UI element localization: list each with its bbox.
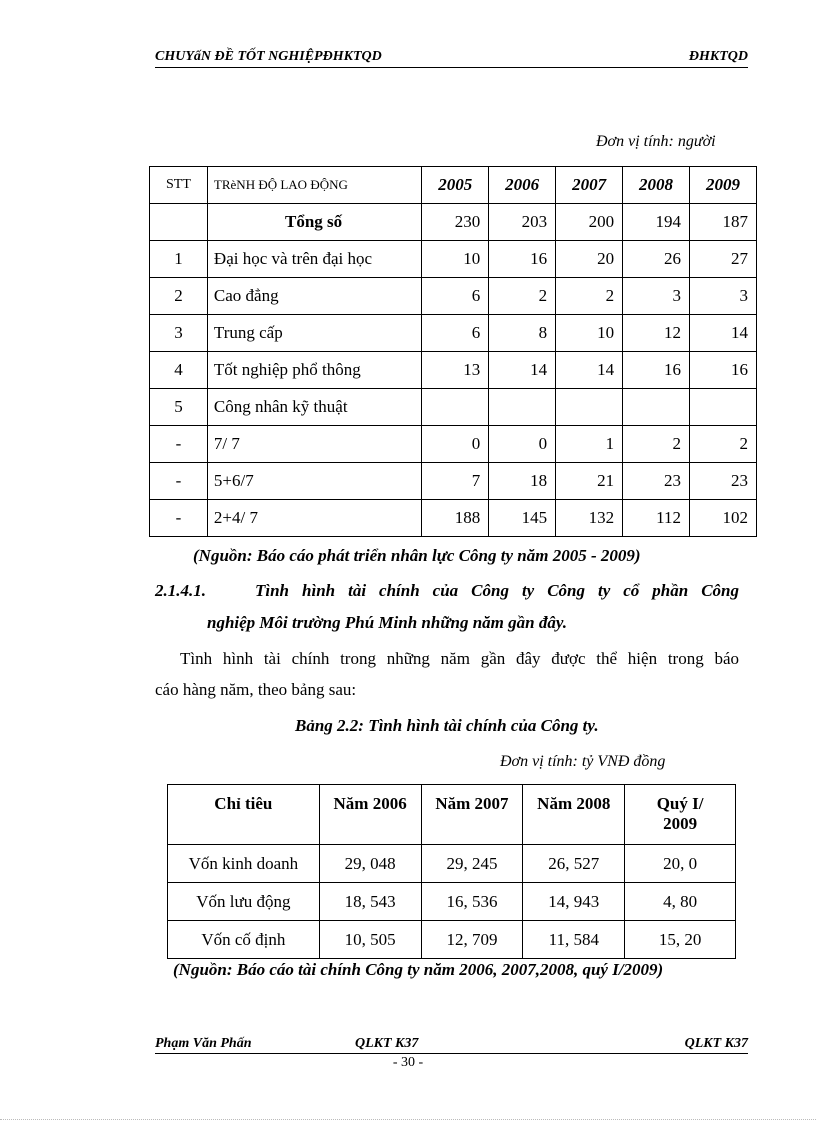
table-row xyxy=(150,204,757,241)
paragraph-line2: cáo hàng năm, theo bảng sau: xyxy=(155,680,357,699)
col-header-year: 2008 xyxy=(623,167,690,204)
row-name: Vốn kinh doanh xyxy=(168,845,320,883)
page-edge-divider xyxy=(0,1119,816,1120)
col-header-quarter-line2: 2009 xyxy=(663,814,698,833)
table2-caption: Bảng 2.2: Tình hình tài chính của Công ty. xyxy=(295,716,599,735)
cell-value: 230 xyxy=(422,204,489,241)
cell-value: 3 xyxy=(689,278,756,315)
footer-class-mid: QLKT K37 xyxy=(355,1036,419,1051)
row-name: Trung cấp xyxy=(207,315,421,352)
cell-value: 27 xyxy=(689,241,756,278)
table-row xyxy=(150,352,757,389)
cell-value: 14 xyxy=(556,352,623,389)
row-name: Vốn cố định xyxy=(168,921,320,959)
table-row xyxy=(150,278,757,315)
col-header-stt: STT xyxy=(150,167,208,204)
cell-value: 4, 80 xyxy=(625,883,736,921)
cell-value: 1 xyxy=(556,426,623,463)
section-number: 2.1.4.1. xyxy=(155,581,206,600)
row-stt: 3 xyxy=(150,315,208,352)
table-row xyxy=(150,426,757,463)
col-header-year: Năm 2007 xyxy=(421,785,523,845)
cell-value: 18 xyxy=(489,463,556,500)
table-row xyxy=(168,845,736,883)
cell-value: 132 xyxy=(556,500,623,537)
paragraph-line1: Tình hình tài chính trong những năm gần đây được thể hiện trong báo xyxy=(180,649,739,668)
cell-value: 23 xyxy=(689,463,756,500)
row-stt: 1 xyxy=(150,241,208,278)
cell-value: 21 xyxy=(556,463,623,500)
cell-value: 203 xyxy=(489,204,556,241)
cell-value: 112 xyxy=(623,500,690,537)
row-name: Công nhân kỹ thuật xyxy=(207,389,421,426)
labor-table xyxy=(149,166,757,537)
cell-value: 2 xyxy=(689,426,756,463)
cell-value: 15, 20 xyxy=(625,921,736,959)
cell-value: 16 xyxy=(689,352,756,389)
page-number: - 30 - xyxy=(392,1055,424,1070)
cell-value: 16, 536 xyxy=(421,883,523,921)
cell-value: 20 xyxy=(556,241,623,278)
cell-value: 145 xyxy=(489,500,556,537)
finance-table xyxy=(167,784,736,959)
cell-value: 13 xyxy=(422,352,489,389)
table-row xyxy=(150,463,757,500)
cell-value: 8 xyxy=(489,315,556,352)
col-header-year: Năm 2006 xyxy=(319,785,421,845)
col-header-name: TRèNH ĐỘ LAO ĐỘNG xyxy=(207,167,421,204)
cell-value xyxy=(422,389,489,426)
col-header-year: 2005 xyxy=(422,167,489,204)
table2-unit: Đơn vị tính: tỷ VNĐ đồng xyxy=(500,753,666,770)
col-header-quarter xyxy=(625,785,736,845)
cell-value: 0 xyxy=(422,426,489,463)
cell-value: 26 xyxy=(623,241,690,278)
row-stt: 5 xyxy=(150,389,208,426)
cell-value: 3 xyxy=(623,278,690,315)
table-row xyxy=(168,921,736,959)
cell-value: 2 xyxy=(556,278,623,315)
row-stt: - xyxy=(150,500,208,537)
cell-value: 18, 543 xyxy=(319,883,421,921)
col-header-indicator: Chỉ tiêu xyxy=(168,785,320,845)
page-footer xyxy=(155,1036,748,1054)
section-title-line1: Tình hình tài chính của Công ty Công ty cổ phần Công xyxy=(255,581,739,600)
page-header xyxy=(155,47,748,68)
cell-value: 29, 048 xyxy=(319,845,421,883)
cell-value: 0 xyxy=(489,426,556,463)
cell-value: 23 xyxy=(623,463,690,500)
footer-author: Phạm Văn Phấn xyxy=(155,1036,252,1051)
col-header-year: 2007 xyxy=(556,167,623,204)
cell-value: 188 xyxy=(422,500,489,537)
col-header-year: Năm 2008 xyxy=(523,785,625,845)
row-stt xyxy=(150,204,208,241)
row-name: 7/ 7 xyxy=(207,426,421,463)
section-title-line2: nghiệp Môi trường Phú Minh những năm gần đây. xyxy=(207,613,568,632)
cell-value: 26, 527 xyxy=(523,845,625,883)
row-name: 5+6/7 xyxy=(207,463,421,500)
row-stt: - xyxy=(150,426,208,463)
cell-value: 2 xyxy=(623,426,690,463)
table-row xyxy=(150,500,757,537)
header-right-text: ĐHKTQD xyxy=(688,49,748,64)
header-left-text: CHUYấN ĐỀ TỐT NGHIỆPĐHKTQD xyxy=(155,49,382,64)
row-name: Vốn lưu động xyxy=(168,883,320,921)
col-header-quarter-line1: Quý I/ xyxy=(656,794,704,813)
row-name: Tổng số xyxy=(207,204,421,241)
cell-value: 12 xyxy=(623,315,690,352)
cell-value: 10 xyxy=(556,315,623,352)
row-name: Cao đẳng xyxy=(207,278,421,315)
table2-source: (Nguồn: Báo cáo tài chính Công ty năm 2006, 2007,2008, quý I/2009) xyxy=(173,960,664,979)
table-row xyxy=(150,389,757,426)
cell-value: 14 xyxy=(689,315,756,352)
cell-value: 7 xyxy=(422,463,489,500)
row-stt: 2 xyxy=(150,278,208,315)
table-row xyxy=(150,315,757,352)
row-stt: - xyxy=(150,463,208,500)
cell-value: 6 xyxy=(422,278,489,315)
row-name: 2+4/ 7 xyxy=(207,500,421,537)
cell-value: 10, 505 xyxy=(319,921,421,959)
cell-value: 16 xyxy=(623,352,690,389)
cell-value: 14, 943 xyxy=(523,883,625,921)
cell-value xyxy=(689,389,756,426)
row-name: Đại học và trên đại học xyxy=(207,241,421,278)
table-row xyxy=(150,241,757,278)
cell-value: 102 xyxy=(689,500,756,537)
table-header-row xyxy=(150,167,757,204)
footer-class-right: QLKT K37 xyxy=(684,1036,748,1051)
cell-value: 187 xyxy=(689,204,756,241)
table-row xyxy=(168,883,736,921)
cell-value: 6 xyxy=(422,315,489,352)
table-header-row xyxy=(168,785,736,845)
table1-source: (Nguồn: Báo cáo phát triển nhân lực Công ty năm 2005 - 2009) xyxy=(193,546,641,565)
cell-value: 16 xyxy=(489,241,556,278)
cell-value xyxy=(556,389,623,426)
col-header-year: 2009 xyxy=(689,167,756,204)
table1-unit: Đơn vị tính: người xyxy=(596,133,716,150)
cell-value: 10 xyxy=(422,241,489,278)
cell-value: 20, 0 xyxy=(625,845,736,883)
cell-value: 200 xyxy=(556,204,623,241)
col-header-year: 2006 xyxy=(489,167,556,204)
row-name: Tốt nghiệp phổ thông xyxy=(207,352,421,389)
row-stt: 4 xyxy=(150,352,208,389)
cell-value: 194 xyxy=(623,204,690,241)
cell-value xyxy=(489,389,556,426)
cell-value: 29, 245 xyxy=(421,845,523,883)
cell-value: 2 xyxy=(489,278,556,315)
cell-value: 11, 584 xyxy=(523,921,625,959)
cell-value: 14 xyxy=(489,352,556,389)
cell-value: 12, 709 xyxy=(421,921,523,959)
cell-value xyxy=(623,389,690,426)
